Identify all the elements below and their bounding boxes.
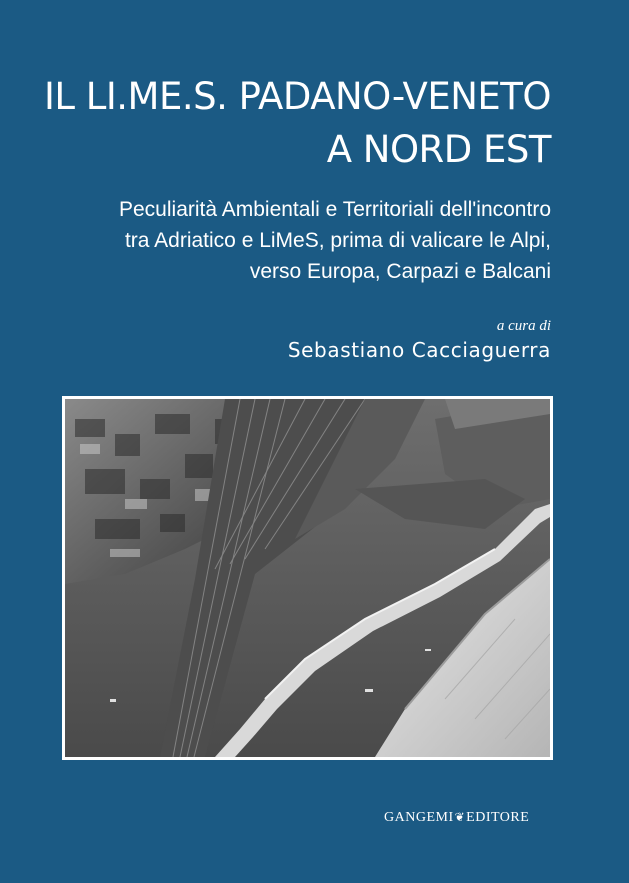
subtitle-line-1: Peculiarità Ambientali e Territoriali dell'incontro xyxy=(119,198,551,221)
subtitle-line-3: verso Europa, Carpazi e Balcani xyxy=(249,260,551,283)
aerial-photo xyxy=(65,399,550,757)
publisher-name-left: GANGEMI xyxy=(384,810,454,825)
publisher-name-right: EDITORE xyxy=(466,810,530,825)
publisher-logo-icon: ❦ xyxy=(454,810,466,824)
curator-name: Sebastiano Cacciaguerra xyxy=(287,338,551,362)
publisher-name xyxy=(384,810,529,826)
title-line-2: A NORD EST xyxy=(326,128,551,171)
title-line-1: IL LI.ME.S. PADANO-VENETO xyxy=(43,75,551,118)
book-title xyxy=(44,70,551,176)
subtitle-line-2: tra Adriatico e LiMeS, prima di valicare le Alpi, xyxy=(124,229,551,252)
cover-photo-frame xyxy=(62,396,553,760)
book-subtitle xyxy=(119,194,551,287)
curator-label: a cura di xyxy=(496,318,551,334)
